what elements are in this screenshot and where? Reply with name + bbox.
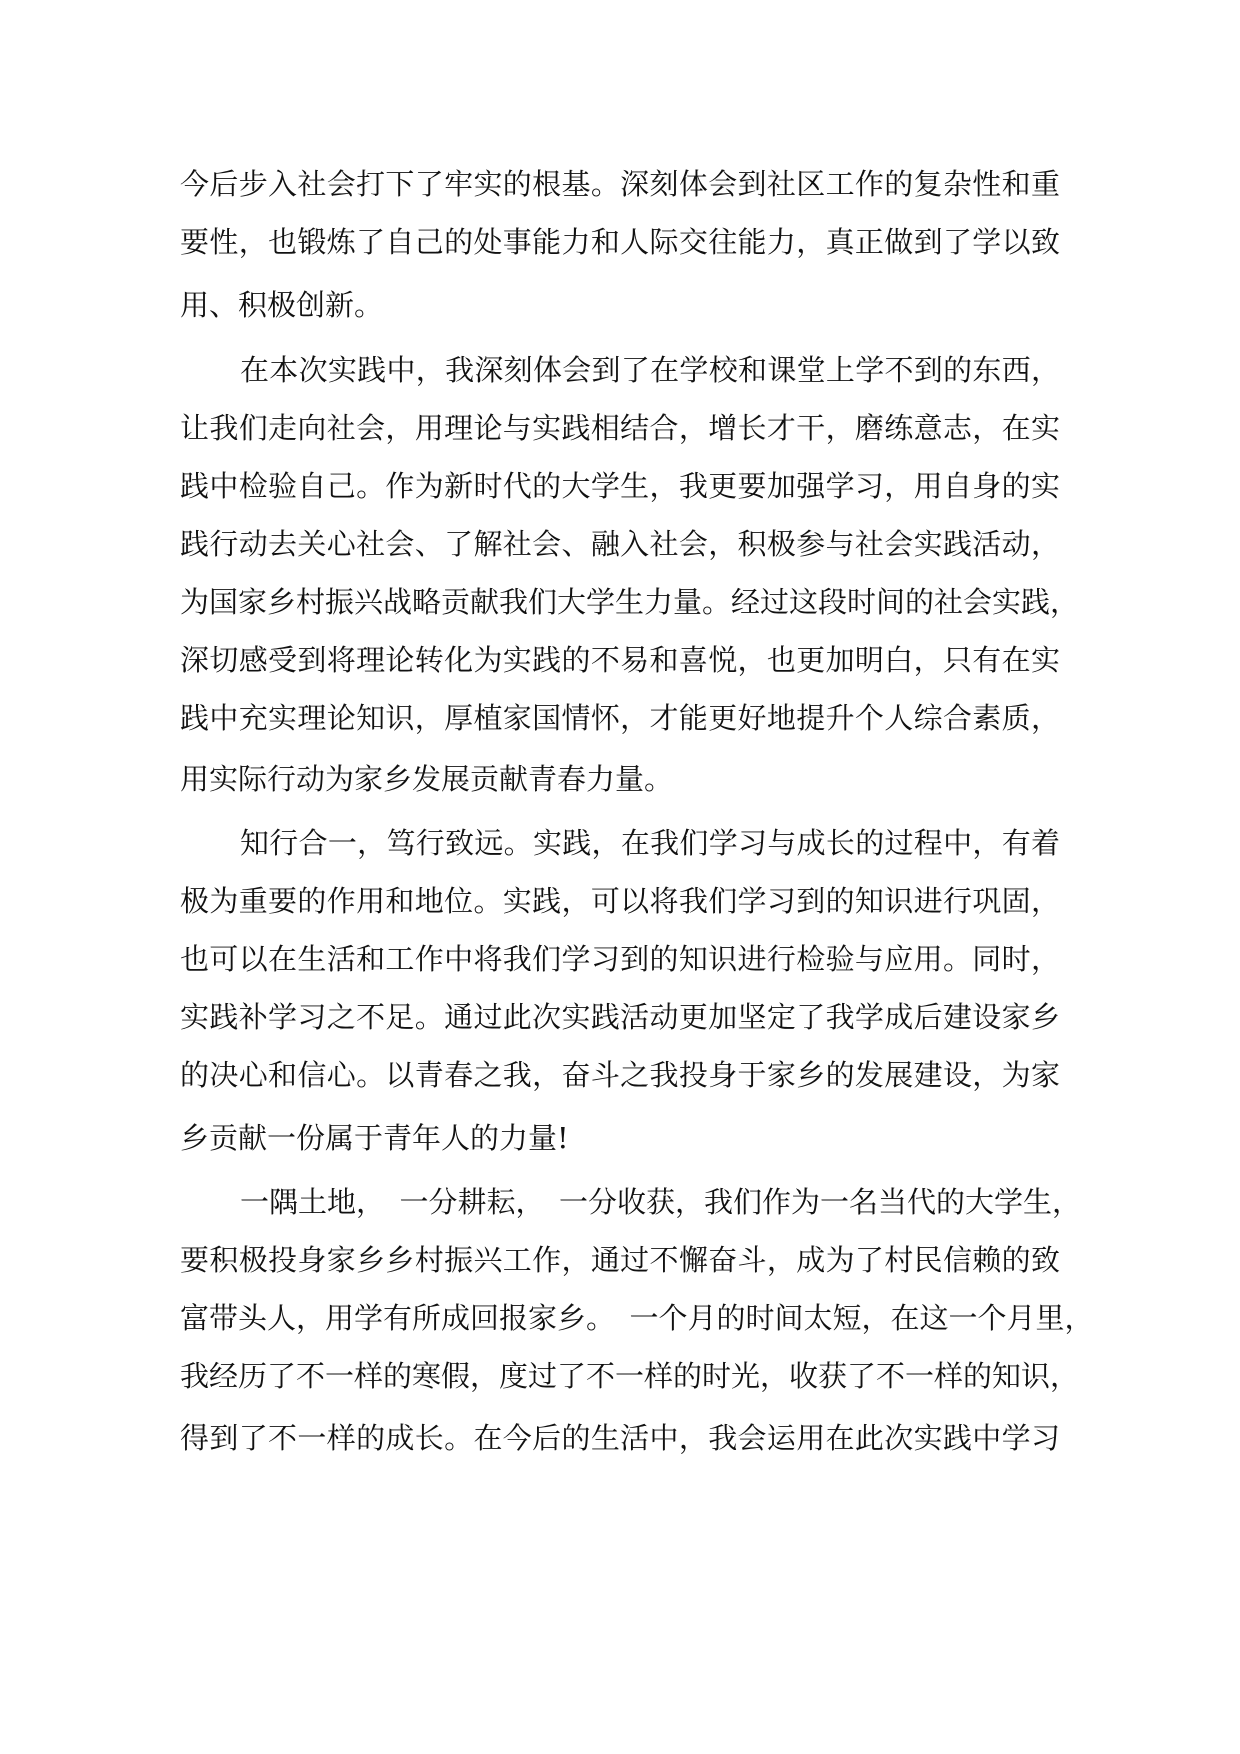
text-line: 要性，也锻炼了自己的处事能力和人际交往能力，真正做到了学以致	[180, 225, 1060, 259]
text-line: 深切感受到将理论转化为实践的不易和喜悦，也更加明白，只有在实	[180, 643, 1060, 677]
text-line: 让我们走向社会，用理论与实践相结合，增长才干，磨练意志，在实	[180, 411, 1060, 445]
text-line: 实践补学习之不足。通过此次实践活动更加坚定了我学成后建设家乡	[180, 1000, 1060, 1034]
text-line: 要积极投身家乡乡村振兴工作，通过不懈奋斗，成为了村民信赖的致	[180, 1243, 1060, 1277]
text-line: 今后步入社会打下了牢实的根基。深刻体会到社区工作的复杂性和重	[180, 167, 1060, 201]
paragraph-first-line: 在本次实践中，我深刻体会到了在学校和课堂上学不到的东西，	[240, 353, 1060, 387]
paragraph-first-line: 一隅土地， 一分耕耘， 一分收获，我们作为一名当代的大学生，	[240, 1185, 1082, 1219]
text-line: 富带头人，用学有所成回报家乡。 一个月的时间太短，在这一个月里，	[180, 1301, 1094, 1335]
text-line: 也可以在生活和工作中将我们学习到的知识进行检验与应用。同时，	[180, 942, 1060, 976]
text-line: 为国家乡村振兴战略贡献我们大学生力量。经过这段时间的社会实践，	[180, 585, 1080, 619]
text-line: 的决心和信心。以青春之我，奋斗之我投身于家乡的发展建设，为家	[180, 1058, 1060, 1092]
text-line: 我经历了不一样的寒假，度过了不一样的时光，收获了不一样的知识，	[180, 1359, 1080, 1393]
text-line: 践中充实理论知识，厚植家国情怀，才能更好地提升个人综合素质，	[180, 701, 1060, 735]
text-line: 用、积极创新。	[180, 288, 384, 322]
text-line: 极为重要的作用和地位。实践，可以将我们学习到的知识进行巩固，	[180, 884, 1060, 918]
text-line: 践中检验自己。作为新时代的大学生，我更要加强学习，用自身的实	[180, 469, 1060, 503]
text-line: 用实际行动为家乡发展贡献青春力量。	[180, 762, 674, 796]
text-line: 乡贡献一份属于青年人的力量!	[180, 1121, 569, 1155]
paragraph-first-line: 知行合一，笃行致远。实践，在我们学习与成长的过程中，有着	[240, 826, 1060, 860]
text-line: 得到了不一样的成长。在今后的生活中，我会运用在此次实践中学习	[180, 1421, 1060, 1455]
text-line: 践行动去关心社会、了解社会、融入社会，积极参与社会实践活动，	[180, 527, 1060, 561]
